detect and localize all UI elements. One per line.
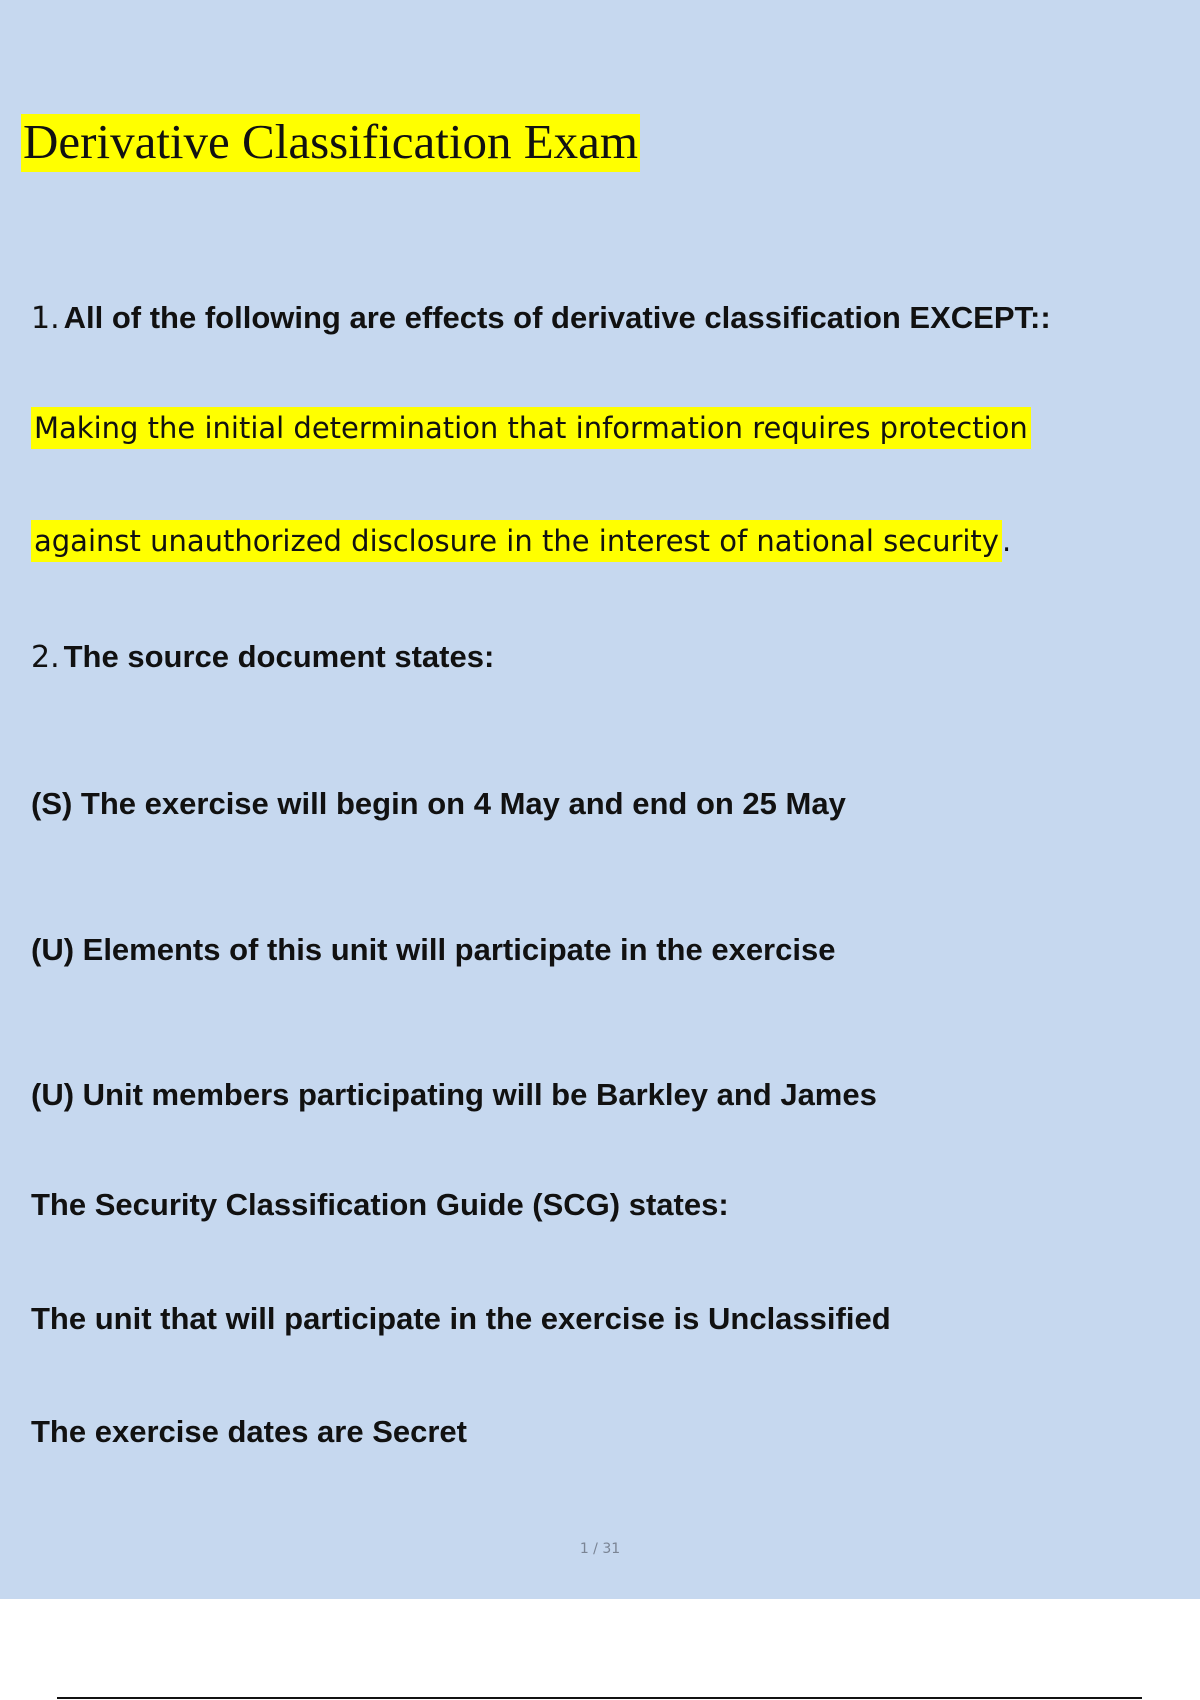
question-number: 1. bbox=[31, 301, 60, 336]
answer-period: . bbox=[1001, 524, 1012, 558]
question-number: 2. bbox=[31, 640, 60, 675]
question-line: (U) Unit members participating will be Barkley and James bbox=[31, 1077, 877, 1112]
answer-line-2 bbox=[31, 524, 1012, 558]
question-prompt: All of the following are effects of derivative classification EXCEPT:: bbox=[63, 300, 1051, 335]
question-1 bbox=[31, 302, 1051, 334]
question-line: The unit that will participate in the exercise is Unclassified bbox=[31, 1301, 891, 1336]
question-line: The Security Classification Guide (SCG) states: bbox=[31, 1187, 729, 1222]
page-indicator: 1 / 31 bbox=[579, 1541, 621, 1557]
question-line: The exercise dates are Secret bbox=[31, 1414, 467, 1449]
question-line: (S) The exercise will begin on 4 May and end on 25 May bbox=[31, 786, 846, 821]
highlighted-answer: Making the initial determination that information requires protection bbox=[31, 407, 1031, 449]
highlighted-answer: against unauthorized disclosure in the interest of national security bbox=[31, 520, 1002, 562]
page-divider bbox=[57, 1697, 1142, 1699]
document-title: Derivative Classification Exam bbox=[21, 114, 640, 172]
question-prompt: The source document states: bbox=[63, 639, 495, 674]
question-2 bbox=[31, 641, 494, 673]
question-line: (U) Elements of this unit will participate in the exercise bbox=[31, 932, 836, 967]
answer-line-1 bbox=[31, 411, 1031, 445]
